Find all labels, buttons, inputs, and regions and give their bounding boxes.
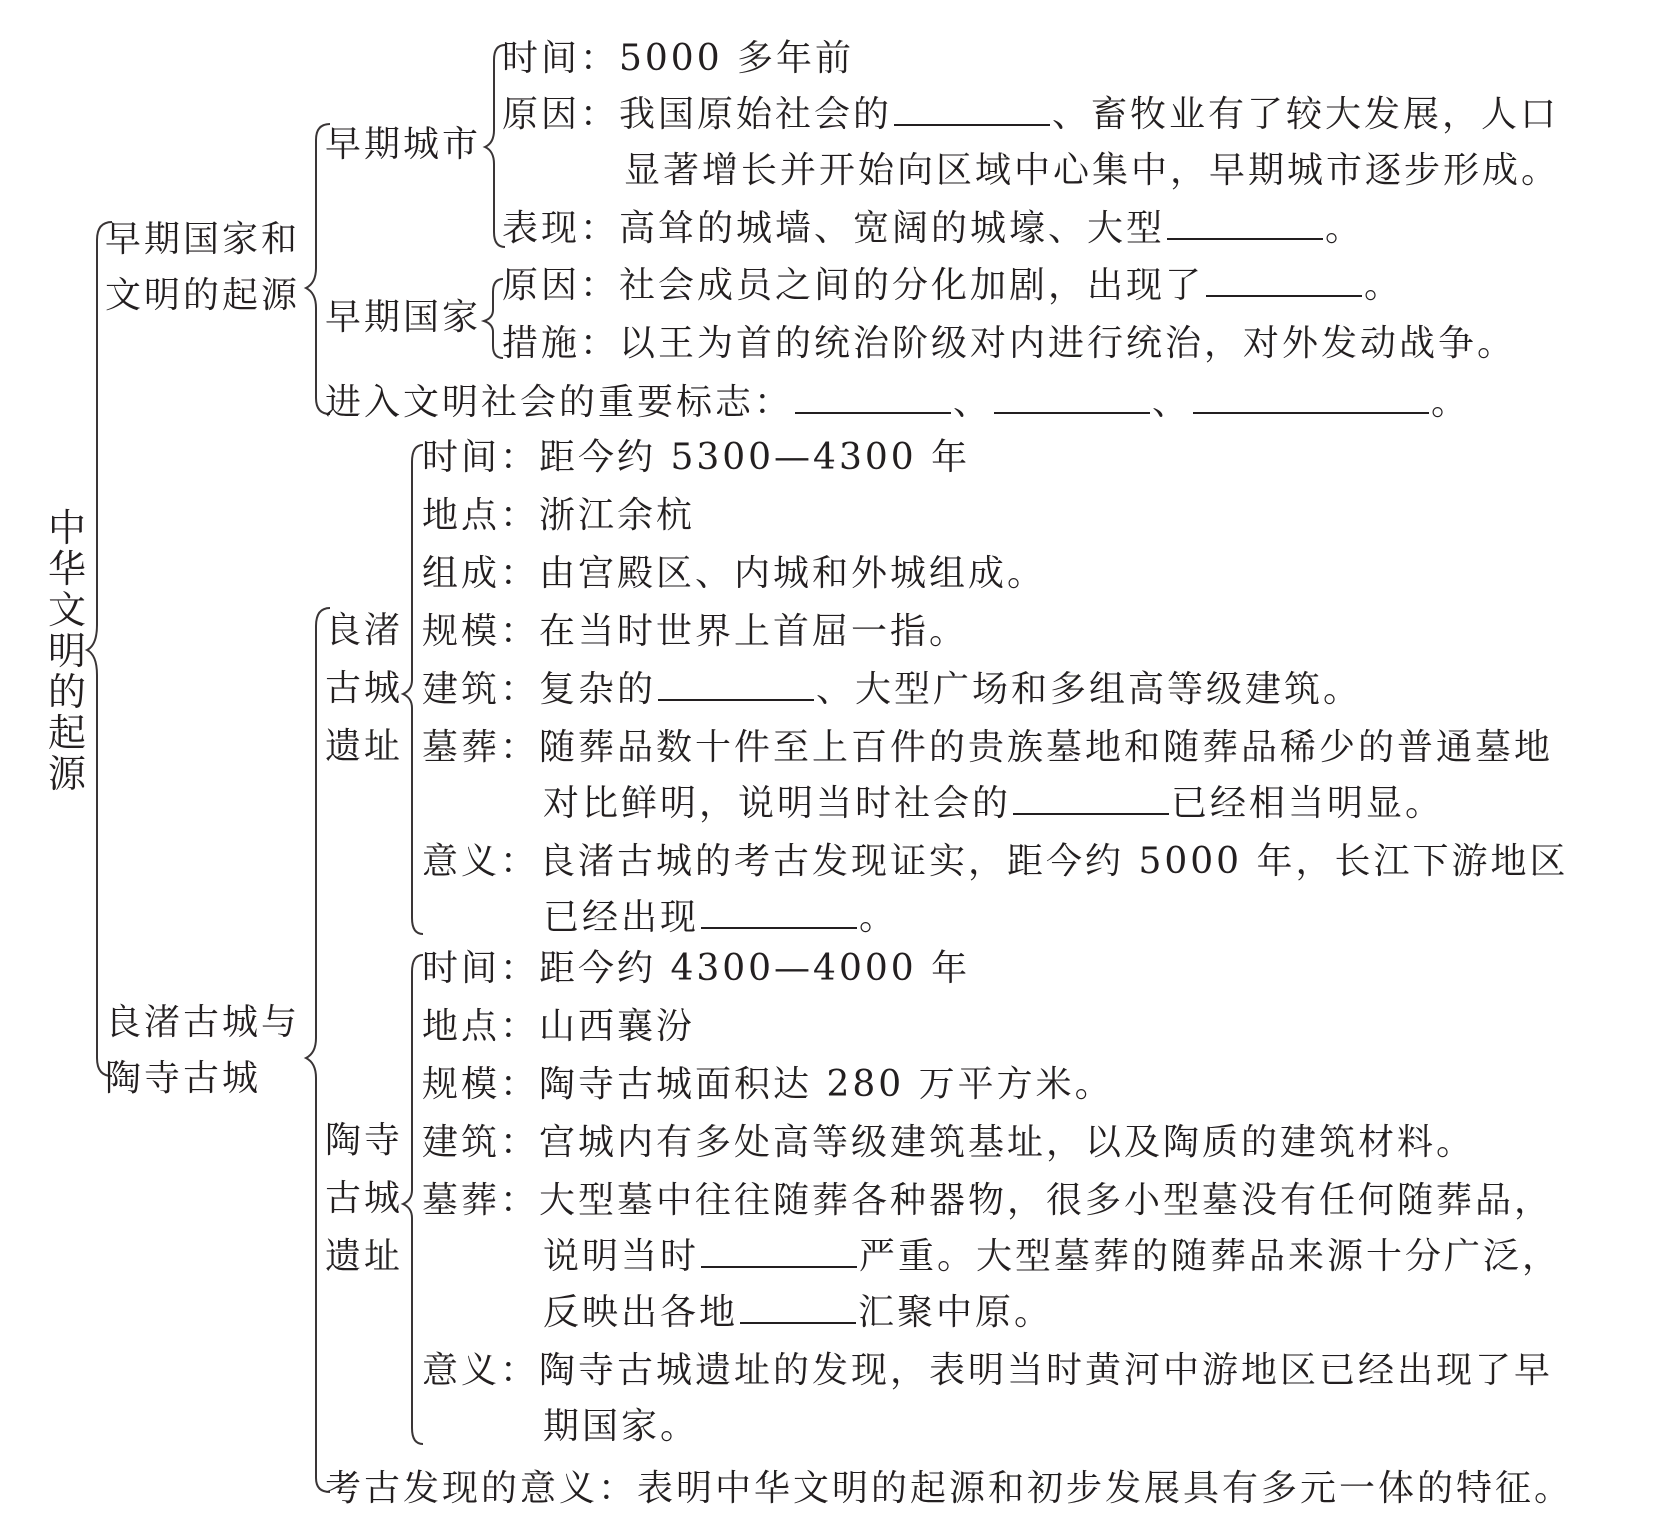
root-label: 中 华 文 明 的 起 源 <box>47 506 86 796</box>
taosi-meaning-line1: 意义：陶寺古城遗址的发现，表明当时黄河中游地区已经出现了早 <box>422 1350 1554 1391</box>
civilization-marker: 进入文明社会的重要标志： 、 、 。 <box>325 382 1471 423</box>
taosi-burial-line1: 墓葬：大型墓中往往随葬各种器物，很多小型墓没有任何随葬品， <box>422 1180 1554 1221</box>
bracket-early-state <box>306 124 330 414</box>
early-city-time: 时间：5000 多年前 <box>502 38 855 79</box>
blank-1 <box>894 94 1050 126</box>
taosi-meaning-line2: 期国家。 <box>543 1406 700 1447</box>
taosi-burial-line3: 反映出各地 汇聚中原。 <box>543 1292 1054 1333</box>
blank-10 <box>701 1236 857 1268</box>
liangzhu-time: 时间：距今约 5300—4300 年 <box>422 437 971 478</box>
early-city-reason-line2: 显著增长并开始向区域中心集中，早期城市逐步形成。 <box>624 150 1561 191</box>
blank-8 <box>1013 783 1169 815</box>
early-country-measure: 措施：以王为首的统治阶级对内进行统治，对外发动战争。 <box>502 323 1517 364</box>
early-state-label-line2: 文明的起源 <box>105 275 301 316</box>
liangzhu-burial-line2: 对比鲜明，说明当时社会的 已经相当明显。 <box>543 783 1445 824</box>
liangzhu-meaning-line2: 已经出现 。 <box>543 897 899 938</box>
cities-label-line1: 良渚古城与 <box>105 1002 301 1043</box>
liangzhu-architecture: 建筑：复杂的 、大型广场和多组高等级建筑。 <box>422 669 1363 710</box>
cities-label-line2: 陶寺古城 <box>105 1058 262 1099</box>
bracket-early-country <box>484 279 503 358</box>
taosi-label-2: 古城 <box>325 1178 404 1219</box>
early-city-label: 早期城市 <box>325 124 482 165</box>
taosi-time: 时间：距今约 4300—4000 年 <box>422 948 971 989</box>
taosi-place: 地点：山西襄汾 <box>422 1006 696 1047</box>
liangzhu-label-3: 遗址 <box>325 726 404 767</box>
liangzhu-label-1: 良渚 <box>325 610 404 651</box>
blank-4 <box>795 382 951 414</box>
blank-2 <box>1167 208 1323 240</box>
blank-7 <box>658 669 814 701</box>
liangzhu-place: 地点：浙江余杭 <box>422 495 696 536</box>
blank-3 <box>1206 265 1362 297</box>
taosi-label-1: 陶寺 <box>325 1120 404 1161</box>
liangzhu-scale: 规模：在当时世界上首屈一指。 <box>422 611 969 652</box>
blank-9 <box>701 897 857 929</box>
early-country-reason: 原因：社会成员之间的分化加剧，出现了 。 <box>502 265 1404 306</box>
early-city-reason-line1: 原因：我国原始社会的 、畜牧业有了较大发展，人口 <box>502 94 1560 135</box>
taosi-label-3: 遗址 <box>325 1236 404 1277</box>
archaeology-significance: 考古发现的意义：表明中华文明的起源和初步发展具有多元一体的特征。 <box>325 1468 1574 1509</box>
liangzhu-composition: 组成：由宫殿区、内城和外城组成。 <box>422 553 1047 594</box>
liangzhu-label-2: 古城 <box>325 668 404 709</box>
early-city-expression: 表现：高耸的城墙、宽阔的城壕、大型 。 <box>502 208 1365 249</box>
early-country-label: 早期国家 <box>325 297 482 338</box>
taosi-architecture: 建筑：宫城内有多处高等级建筑基址，以及陶质的建筑材料。 <box>422 1122 1476 1163</box>
bracket-taosi <box>403 955 423 1444</box>
bracket-root <box>87 222 112 1076</box>
taosi-scale: 规模：陶寺古城面积达 280 万平方米。 <box>422 1064 1114 1105</box>
blank-6 <box>1193 382 1429 414</box>
taosi-burial-line2: 说明当时 严重。大型墓葬的随葬品来源十分广泛， <box>543 1236 1562 1277</box>
liangzhu-meaning-line1: 意义：良渚古城的考古发现证实，距今约 5000 年，长江下游地区 <box>422 841 1569 882</box>
blank-5 <box>994 382 1150 414</box>
liangzhu-burial-line1: 墓葬：随葬品数十件至上百件的贵族墓地和随葬品稀少的普通墓地 <box>422 727 1554 768</box>
early-state-label-line1: 早期国家和 <box>105 219 301 260</box>
blank-11 <box>740 1292 856 1324</box>
bracket-liangzhu <box>403 445 423 934</box>
